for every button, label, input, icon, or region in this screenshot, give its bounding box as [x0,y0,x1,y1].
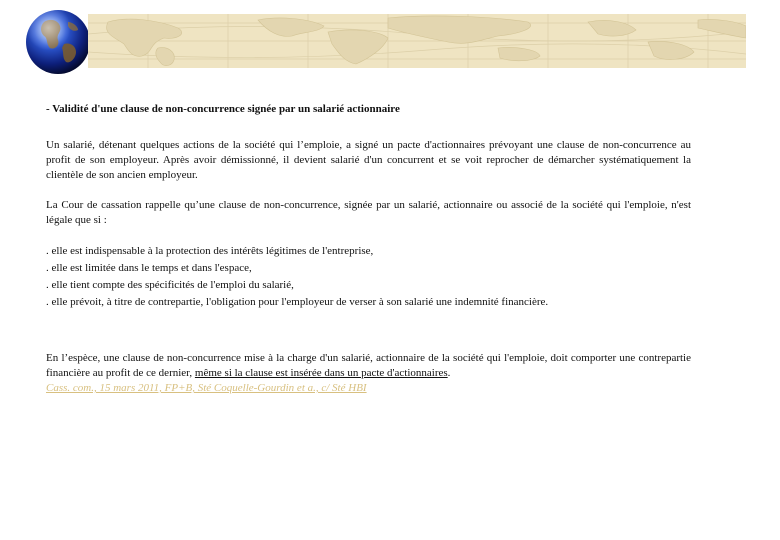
condition-item: . elle prévoit, à titre de contrepartie, l'obligation pour l'employeur de verser à son salarié une indemnité financière. [46,296,549,308]
conclusion-paragraph [46,351,691,381]
case-reference-link[interactable]: Cass. com., 15 mars 2011, FP+B, Sté Coquelle-Gourdin et a., c/ Sté HBI [46,382,367,394]
conditions-list [46,243,691,311]
condition-item: . elle est limitée dans le temps et dans l'espace, [46,262,252,274]
article-body [46,102,691,396]
condition-item: . elle tient compte des spécificités de l'emploi du salarié, [46,279,294,291]
intro-paragraph: Un salarié, détenant quelques actions de la société qui l’emploie, a signé un pacte d'actionnaires prévoyant une clause de non-concurrence au profit de son employeur. Après avoir démissionné, il devient salarié d'un concurrent et se voit reprocher de démarcher systématiquement la clientèle de son ancien employeur. [46,139,691,181]
legal-rule-paragraph: La Cour de cassation rappelle qu’une clause de non-concurrence, signée par un salarié, actionnaire ou associé de la société qui l'emploie, n'est légale que si : [46,199,691,226]
globe-icon [24,8,92,76]
world-map-banner [88,14,746,68]
condition-item: . elle est indispensable à la protection des intérêts légitimes de l'entreprise, [46,245,374,257]
article-title: - Validité d'une clause de non-concurrence signée par un salarié actionnaire [46,103,400,115]
conclusion-end: . [447,367,451,379]
conclusion-underlined: même si la clause est insérée dans un pacte d'actionnaires [194,367,448,379]
conclusion-text: En l’espèce, une clause de non-concurrence mise à la charge d'un salarié, actionnaire de la société qui l'emploie, doit comporter une contrepartie financière au profit de ce dernier, [46,352,691,379]
